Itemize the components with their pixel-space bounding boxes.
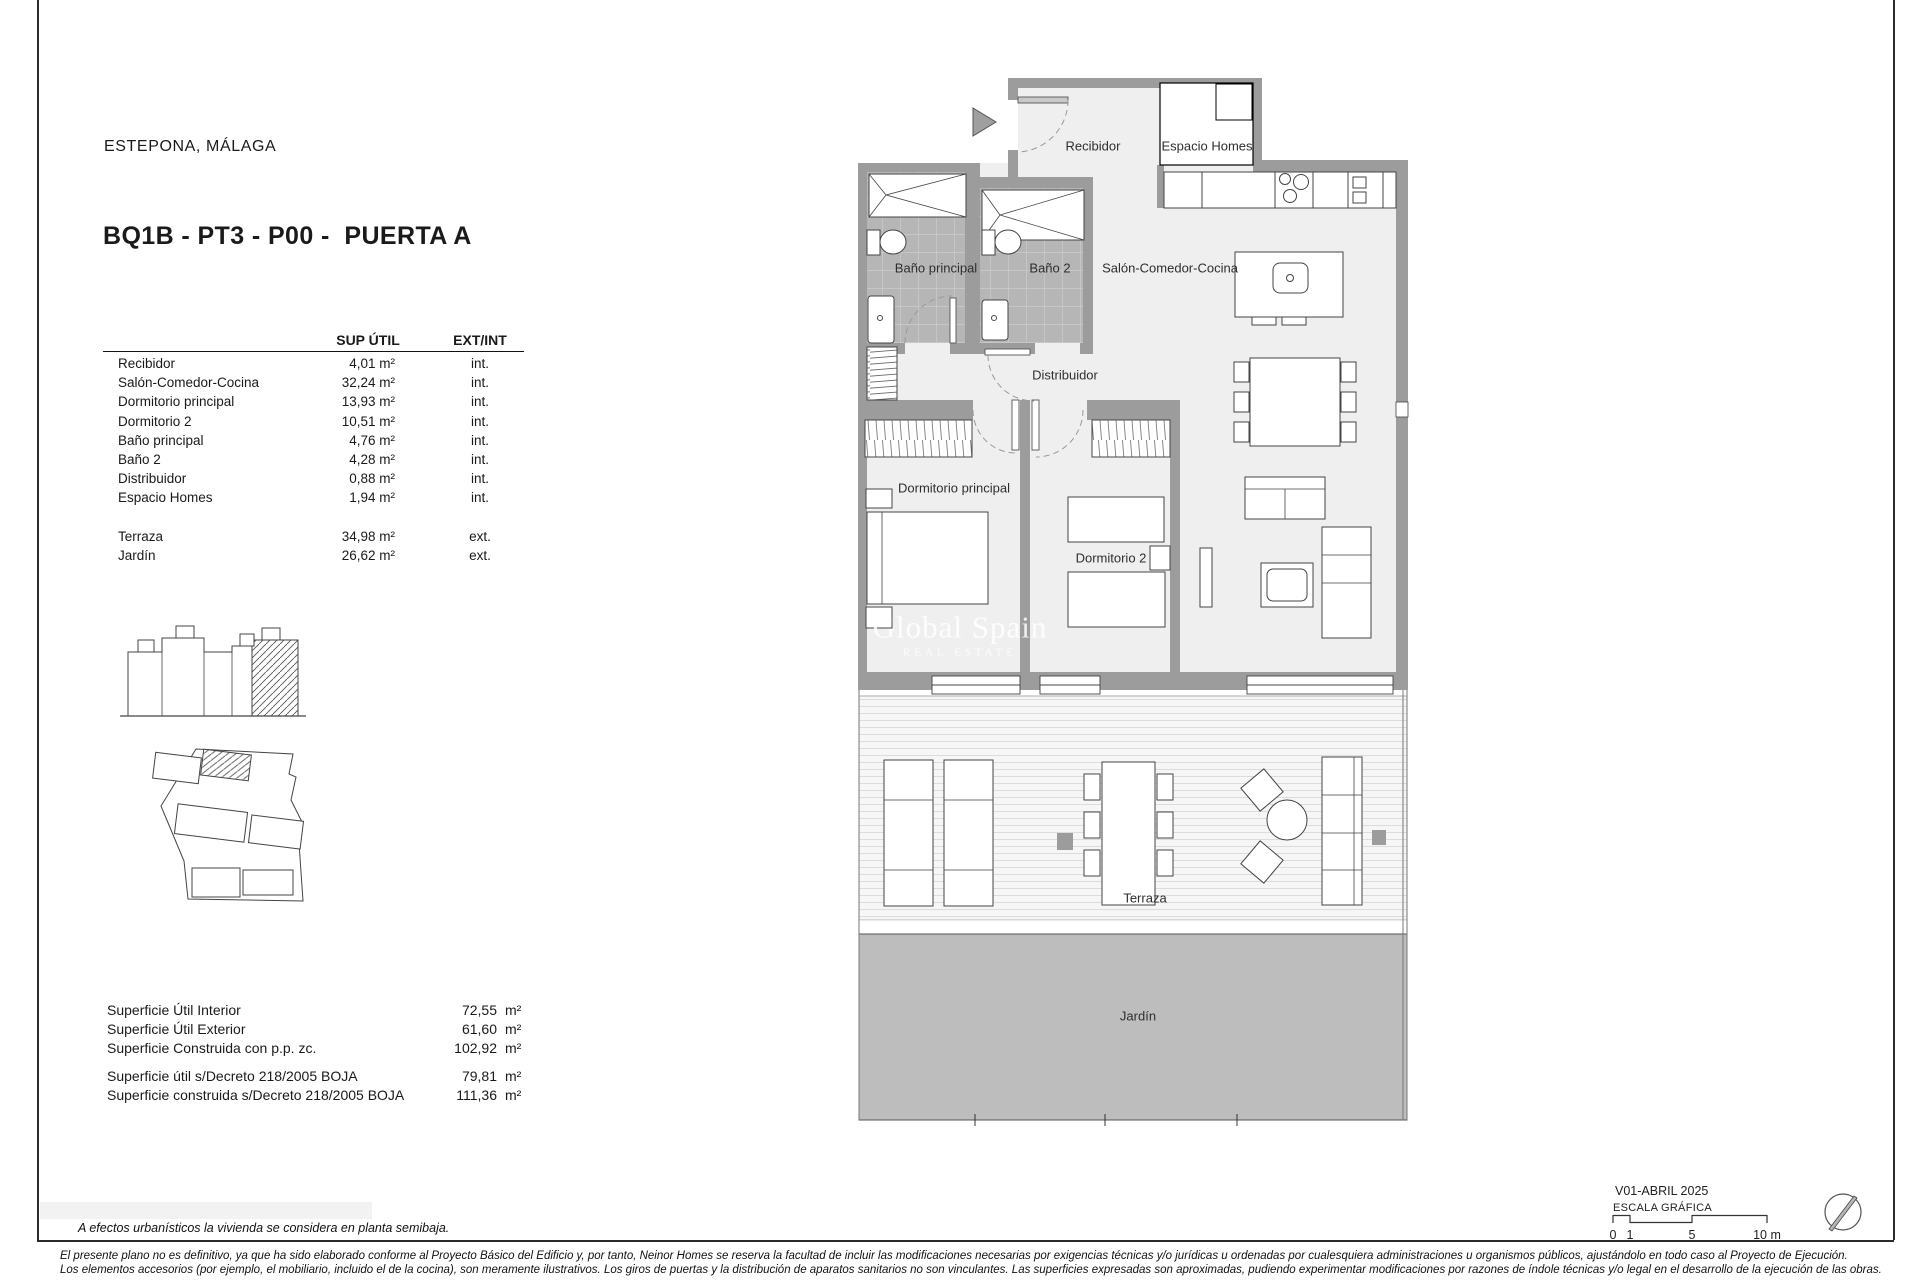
room-label-jardin: Jardín xyxy=(1119,1008,1157,1024)
scale-tick-1: 1 xyxy=(1626,1228,1634,1242)
room-label-dormitorio2: Dormitorio 2 xyxy=(1075,550,1147,566)
scale-tick-0: 0 xyxy=(1609,1228,1617,1242)
table-row: Baño 2 4,28 m² int. xyxy=(118,452,489,467)
kitchen-island xyxy=(1235,252,1343,325)
summary-row: Superficie útil s/Decreto 218/2005 BOJA 79,81 m² xyxy=(107,1068,522,1084)
scale-tick-10: 10 m xyxy=(1753,1228,1781,1242)
table-row: Distribuidor 0,88 m² int. xyxy=(118,471,489,486)
frame-left-line xyxy=(37,0,39,1240)
frame-right-line xyxy=(1893,0,1895,1240)
table-header-rule xyxy=(103,351,524,352)
table-row: Recibidor 4,01 m² int. xyxy=(118,356,489,371)
site-plan-diagram xyxy=(153,749,304,901)
col-ext-int: EXT/INT xyxy=(453,332,507,348)
summary-row: Superficie Construida con p.p. zc. 102,92 m² xyxy=(107,1040,522,1056)
kitchen-counter xyxy=(1164,172,1396,208)
scale-tick-5: 5 xyxy=(1688,1228,1696,1242)
room-label-dormitorio-principal: Dormitorio principal xyxy=(898,480,1010,496)
table-row: Salón-Comedor-Cocina 32,24 m² int. xyxy=(118,375,489,390)
scale-bar xyxy=(1613,1215,1767,1223)
page-title: BQ1B - PT3 - P00 - PUERTA A xyxy=(103,222,472,250)
watermark-line2: REAL ESTATE xyxy=(903,646,1017,659)
table-row: Espacio Homes 1,94 m² int. xyxy=(118,490,489,505)
summary-row: Superficie Útil Exterior 61,60 m² xyxy=(107,1021,522,1037)
compass-icon xyxy=(1825,1194,1861,1231)
col-sup-util: SUP ÚTIL xyxy=(336,332,400,348)
version-label: V01-ABRIL 2025 xyxy=(1615,1184,1709,1198)
disclaimer-line2: Los elementos accesorios (por ejemplo, el mobiliario, incluido el de la cocina), son meramente ilustrativos. Los giros de puertas y la distribución de aparatos sanitarios no son vinculantes. Las superficies expresadas son aproximadas, pudiendo experimentar modificaciones por razones de índole técnicas y/o legal en el desarrollo de la ejecución de las obras. xyxy=(60,1264,1882,1276)
entrance-arrow-icon xyxy=(973,108,996,136)
watermark xyxy=(873,610,1048,659)
table-row: Dormitorio 2 10,51 m² int. xyxy=(118,414,489,429)
faint-band xyxy=(40,1202,372,1219)
room-label-espacio-homes: Espacio Homes xyxy=(1161,138,1253,154)
disclaimer-line1: El presente plano no es definitivo, ya que ha sido elaborado conforme al Proyecto Básico del Edificio y, por tanto, Neinor Homes se reserva la facultad de incluir las modificaciones necesarias por exigencias técnicas y/o jurídicas u ordenadas por cualesquiera administraciones u organismos públicos, ajustándolo en todo caso al Proyecto de Ejecución. xyxy=(60,1250,1848,1262)
summary-row: Superficie Útil Interior 72,55 m² xyxy=(107,1002,522,1018)
room-label-recibidor: Recibidor xyxy=(1065,138,1121,154)
room-label-distribuidor: Distribuidor xyxy=(1032,367,1098,383)
room-label-bano-principal: Baño principal xyxy=(894,260,978,276)
urbanistic-note: A efectos urbanísticos la vivienda se considera en planta semibaja. xyxy=(78,1221,450,1235)
areas-table-header xyxy=(103,332,527,351)
room-label-bano2: Baño 2 xyxy=(1029,260,1071,276)
elevation-diagram xyxy=(120,626,306,716)
table-row: Terraza 34,98 m² ext. xyxy=(118,529,491,544)
garden-area xyxy=(859,934,1407,1126)
room-label-salon: Salón-Comedor-Cocina xyxy=(1102,260,1238,276)
scale-label: ESCALA GRÁFICA xyxy=(1613,1202,1712,1214)
watermark-line1: Global Spain xyxy=(872,609,1048,645)
room-label-terraza: Terraza xyxy=(1123,890,1167,906)
table-row: Baño principal 4,76 m² int. xyxy=(118,433,489,448)
table-row: Jardín 26,62 m² ext. xyxy=(118,548,491,563)
table-row: Dormitorio principal 13,93 m² int. xyxy=(118,394,489,409)
summary-row: Superficie construida s/Decreto 218/2005 BOJA 111,36 m² xyxy=(107,1087,522,1103)
location-label: ESTEPONA, MÁLAGA xyxy=(104,138,277,155)
